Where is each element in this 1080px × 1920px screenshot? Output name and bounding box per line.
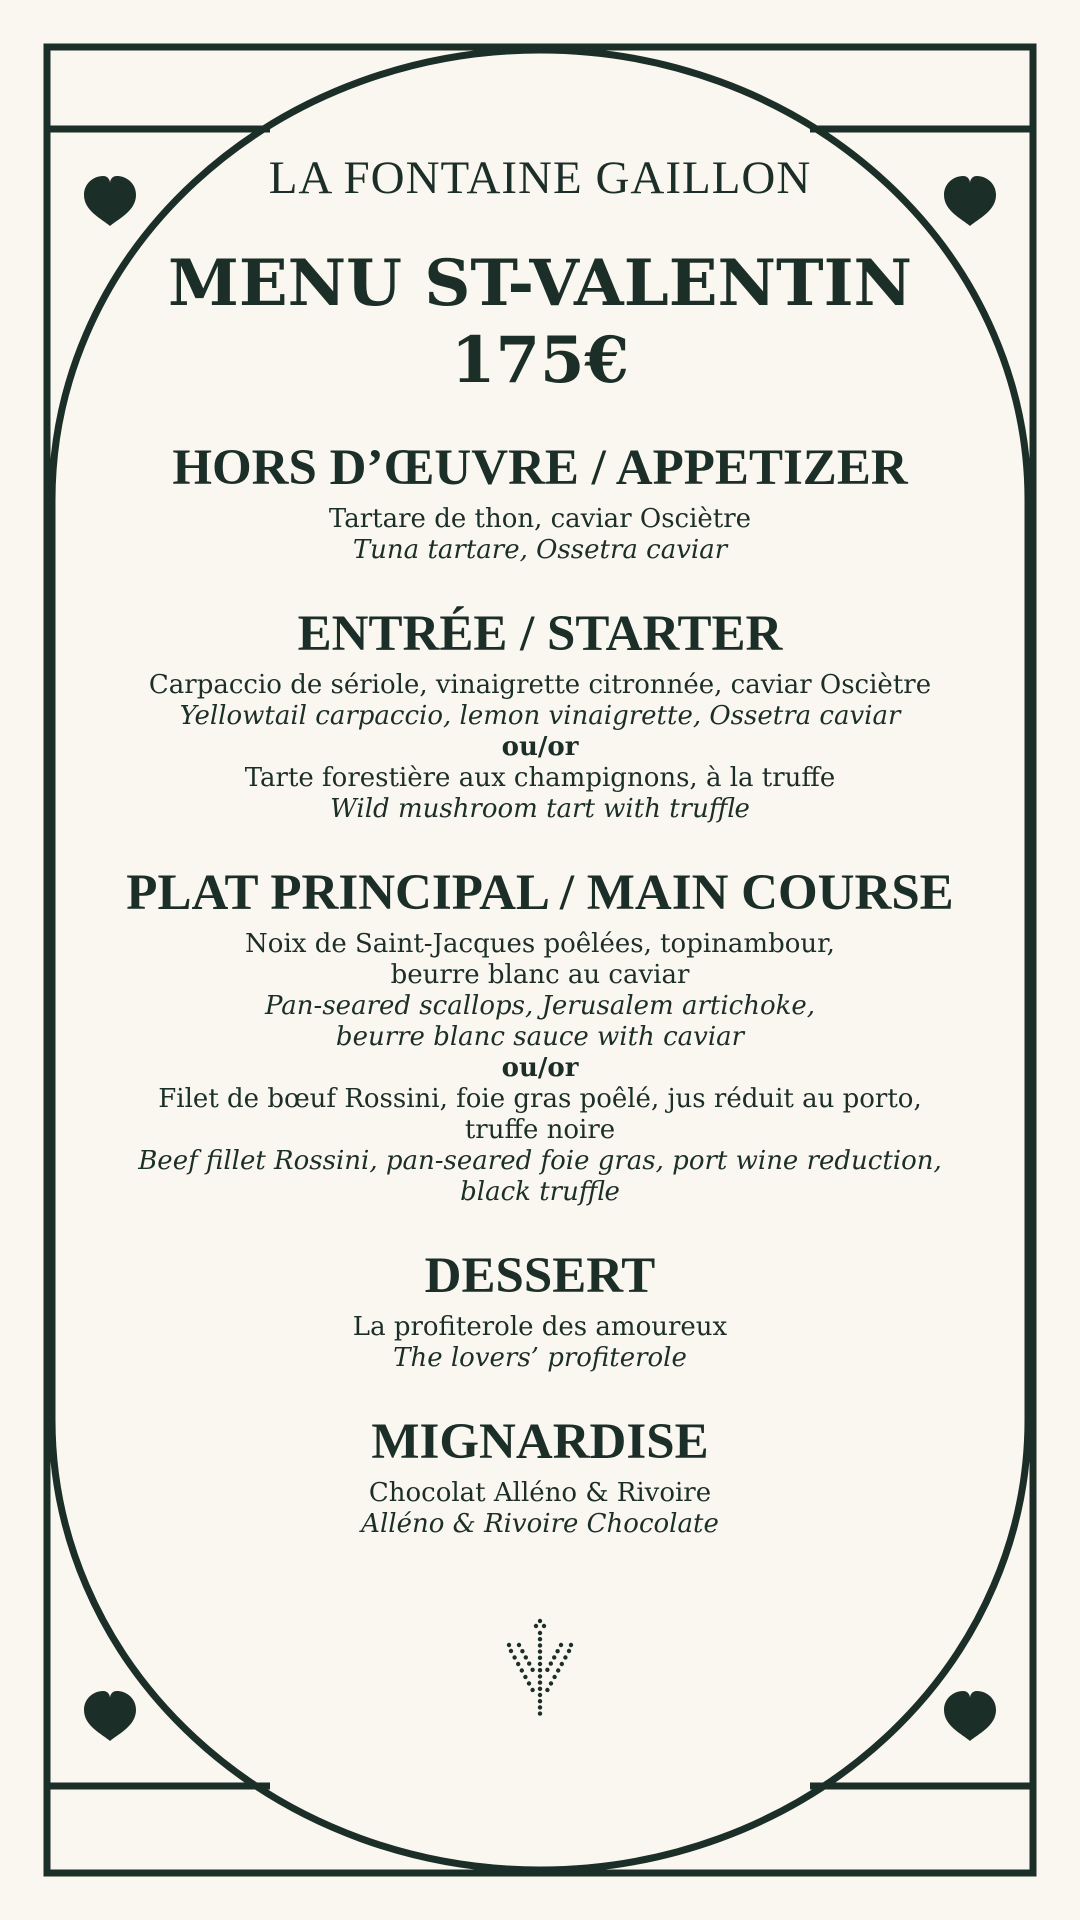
trident-dot xyxy=(538,1687,542,1691)
trident-dot xyxy=(538,1680,542,1684)
trident-dot xyxy=(538,1711,542,1715)
trident-dot xyxy=(545,1688,549,1692)
menu-content xyxy=(100,150,980,1540)
trident-dot xyxy=(534,1624,538,1628)
trident-dot xyxy=(512,1655,516,1659)
trident-dot xyxy=(507,1643,511,1647)
menu-section xyxy=(100,606,980,825)
dish-english: Beef fillet Rossini, pan-seared foie gras, port wine reduction, black truffle xyxy=(138,1146,942,1208)
menu-section xyxy=(100,440,980,566)
heart-icon-bottom-right xyxy=(944,1691,996,1741)
menu-price: 175€ xyxy=(450,323,630,399)
trident-dot xyxy=(549,1681,553,1685)
trident-dot xyxy=(538,1705,542,1709)
trident-dot xyxy=(538,1693,542,1697)
section-title: PLAT PRINCIPAL / MAIN COURSE xyxy=(126,865,954,922)
trident-dot xyxy=(517,1643,521,1647)
trident-dot xyxy=(527,1661,531,1665)
trident-dot xyxy=(556,1668,560,1672)
section-title: DESSERT xyxy=(424,1248,656,1305)
trident-dot xyxy=(523,1675,527,1679)
trident-dot xyxy=(527,1681,531,1685)
trident-dot xyxy=(538,1637,542,1641)
menu-title: MENU ST-VALENTIN xyxy=(167,246,913,322)
trident-dot xyxy=(538,1699,542,1703)
dish-french: Carpaccio de sériole, vinaigrette citronnée, caviar Osciètre xyxy=(148,670,932,701)
trident-dot xyxy=(555,1649,559,1653)
menu-section xyxy=(100,1248,980,1374)
trident-dot xyxy=(552,1655,556,1659)
trident-dot xyxy=(549,1661,553,1665)
dish-french: Tarte forestière aux champignons, à la truffe xyxy=(244,763,836,794)
trident-dot xyxy=(538,1656,542,1660)
trident-dot xyxy=(516,1662,520,1666)
trident-dot xyxy=(563,1655,567,1659)
menu-section xyxy=(100,865,980,1208)
trident-dot xyxy=(542,1624,546,1628)
trident-dot xyxy=(552,1675,556,1679)
trident-logo-icon xyxy=(505,1615,575,1720)
trident-dot xyxy=(538,1668,542,1672)
menu-sections xyxy=(100,440,980,1540)
trident-dot xyxy=(538,1674,542,1678)
menu-section xyxy=(100,1414,980,1540)
or-separator: ou/or xyxy=(501,1053,579,1084)
dish-english: The lovers’ profiterole xyxy=(393,1343,687,1374)
or-separator: ou/or xyxy=(501,732,579,763)
trident-dot xyxy=(567,1649,571,1653)
trident-dot xyxy=(520,1668,524,1672)
trident-dot xyxy=(509,1649,513,1653)
dish-english: Yellowtail carpaccio, lemon vinaigrette, Ossetra caviar xyxy=(179,701,901,732)
dish-english: Alléno & Rivoire Chocolate xyxy=(361,1509,719,1540)
trident-dot xyxy=(530,1668,534,1672)
trident-dot xyxy=(538,1619,542,1623)
section-title: HORS D’ŒUVRE / APPETIZER xyxy=(172,439,908,496)
heart-icon-bottom-left xyxy=(84,1691,136,1741)
trident-dot xyxy=(559,1643,563,1647)
trident-dot xyxy=(545,1668,549,1672)
dish-french: Noix de Saint-Jacques poêlées, topinambour, beurre blanc au caviar xyxy=(245,929,835,991)
trident-dot xyxy=(524,1655,528,1659)
trident-dot xyxy=(538,1649,542,1653)
dish-french: Filet de bœuf Rossini, foie gras poêlé, jus réduit au porto, truffe noire xyxy=(158,1084,922,1146)
trident-dot xyxy=(538,1662,542,1666)
dish-french: La profiterole des amoureux xyxy=(352,1312,728,1343)
trident-dot xyxy=(530,1688,534,1692)
dish-english: Wild mushroom tart with truffle xyxy=(330,794,750,825)
section-title: ENTRÉE / STARTER xyxy=(297,606,783,663)
restaurant-name: LA FONTAINE GAILLON xyxy=(268,152,812,204)
dish-english: Pan-seared scallops, Jerusalem artichoke, beurre blanc sauce with caviar xyxy=(264,991,816,1053)
dish-french: Chocolat Alléno & Rivoire xyxy=(368,1478,712,1509)
trident-dot xyxy=(538,1631,542,1635)
dish-english: Tuna tartare, Ossetra caviar xyxy=(352,535,728,566)
dish-french: Tartare de thon, caviar Osciètre xyxy=(328,504,752,535)
trident-dot xyxy=(520,1649,524,1653)
trident-dot xyxy=(560,1662,564,1666)
section-title: MIGNARDISE xyxy=(371,1414,709,1471)
trident-dot xyxy=(538,1643,542,1647)
trident-dot xyxy=(569,1643,573,1647)
